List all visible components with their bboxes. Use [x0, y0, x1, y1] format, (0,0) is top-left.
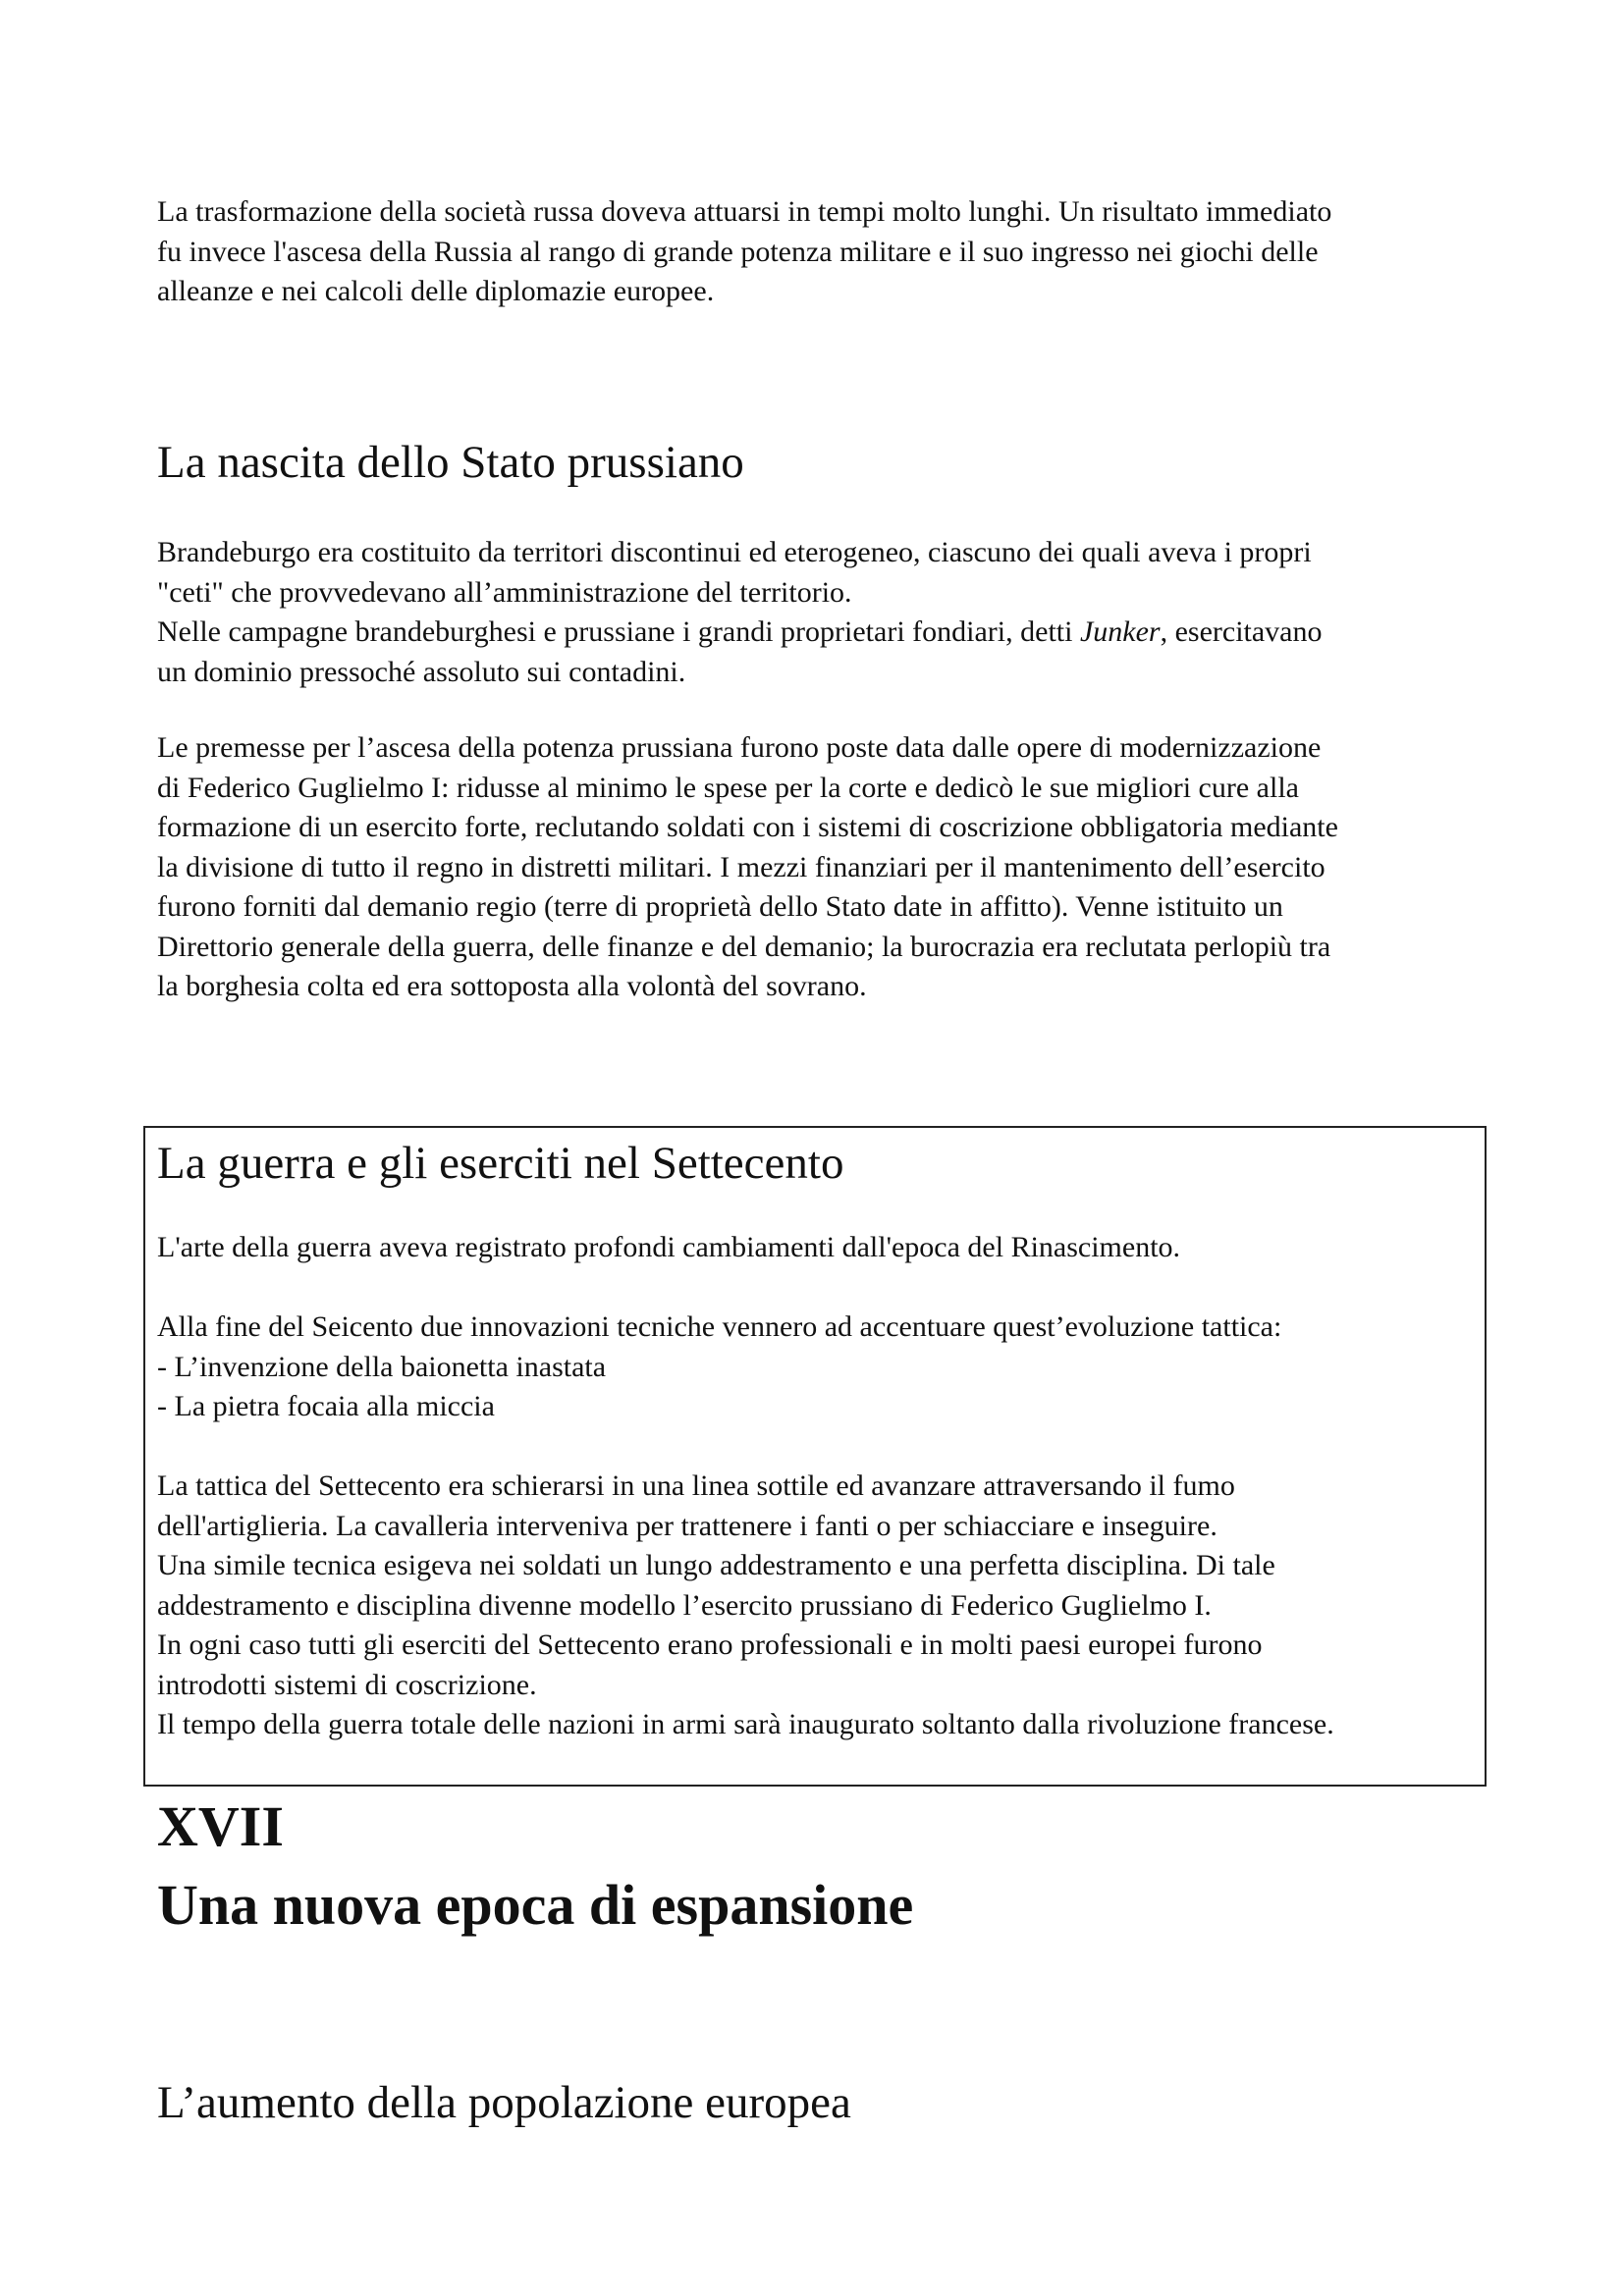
chapter-title: Una nuova epoca di espansione: [157, 1873, 914, 1937]
paragraph-line: La tattica del Settecento era schierarsi in una linea sottile ed avanzare attraversando il fumo: [157, 1469, 1235, 1502]
section-heading-prussia: La nascita dello Stato prussiano: [157, 437, 744, 488]
junker-term: Junker: [1079, 615, 1161, 648]
paragraph-line: di Federico Guglielmo I: ridusse al minimo le spese per la corte e dedicò le sue migliori cure alla: [157, 771, 1299, 804]
paragraph-line: Direttorio generale della guerra, delle finanze e del demanio; la burocrazia era reclutata perlopiù tra: [157, 930, 1331, 963]
paragraph-line: [157, 613, 1492, 653]
paragraph-line: introdotti sistemi di coscrizione.: [157, 1668, 537, 1701]
paragraph-line: un dominio pressoché assoluto sui contadini.: [157, 655, 686, 688]
list-item: - La pietra focaia alla miccia: [157, 1390, 495, 1422]
box-paragraph-2: [157, 1308, 1478, 1427]
paragraph-line: Il tempo della guerra totale delle nazioni in armi sarà inaugurato soltanto dalla rivoluzione francese.: [157, 1708, 1334, 1740]
box-heading: La guerra e gli eserciti nel Settecento: [157, 1138, 844, 1189]
paragraph-line: dell'artiglieria. La cavalleria interveniva per trattenere i fanti o per schiacciare e inseguire.: [157, 1509, 1217, 1542]
paragraph-line: L'arte della guerra aveva registrato profondi cambiamenti dall'epoca del Rinascimento.: [157, 1231, 1181, 1263]
war-armies-box: [143, 1126, 1487, 1787]
paragraph-line: Alla fine del Seicento due innovazioni tecniche vennero ad accentuare quest’evoluzione tattica:: [157, 1310, 1282, 1343]
paragraph-line: furono forniti dal demanio regio (terre di proprietà dello Stato date in affitto). Venne istituito un: [157, 890, 1283, 923]
paragraph-line: la borghesia colta ed era sottoposta alla volontà del sovrano.: [157, 970, 867, 1002]
text-run: Nelle campagne brandeburghesi e prussiane i grandi proprietari fondiari, detti: [157, 615, 1080, 648]
intro-line: fu invece l'ascesa della Russia al rango di grande potenza militare e il suo ingresso nei giochi delle: [157, 235, 1319, 268]
paragraph-line: Brandeburgo era costituito da territori discontinui ed eterogeneo, ciascuno dei quali aveva i propri: [157, 536, 1312, 568]
paragraph-line: la divisione di tutto il regno in distretti militari. I mezzi finanziari per il mantenimento dell’esercito: [157, 850, 1325, 883]
text-run: , esercitavano: [1160, 615, 1323, 648]
paragraph-line: Le premesse per l’ascesa della potenza prussiana furono poste data dalle opere di modernizzazione: [157, 731, 1322, 764]
box-paragraph-3: [157, 1467, 1478, 1745]
prussia-paragraph-1: [157, 533, 1492, 692]
paragraph-line: Una simile tecnica esigeva nei soldati un lungo addestramento e una perfetta disciplina. Di tale: [157, 1549, 1275, 1581]
paragraph-line: formazione di un esercito forte, reclutando soldati con i sistemi di coscrizione obbligatoria mediante: [157, 811, 1338, 843]
prussia-paragraph-2: [157, 728, 1492, 1007]
intro-paragraph: [157, 192, 1492, 312]
intro-line: La trasformazione della società russa doveva attuarsi in tempi molto lunghi. Un risultato immediato: [157, 195, 1332, 228]
list-item: - L’invenzione della baionetta inastata: [157, 1350, 607, 1383]
intro-line: alleanze e nei calcoli delle diplomazie europee.: [157, 275, 715, 307]
paragraph-line: addestramento e disciplina divenne modello l’esercito prussiano di Federico Guglielmo I.: [157, 1588, 1212, 1622]
chapter-number: XVII: [157, 1794, 284, 1858]
box-paragraph-1: [157, 1228, 1478, 1268]
section-heading-population: L’aumento della popolazione europea: [157, 2077, 851, 2128]
paragraph-line: In ogni caso tutti gli eserciti del Settecento erano professionali e in molti paesi europei furono: [157, 1629, 1263, 1661]
paragraph-line: "ceti" che provvedevano all’amministrazione del territorio.: [157, 575, 852, 609]
